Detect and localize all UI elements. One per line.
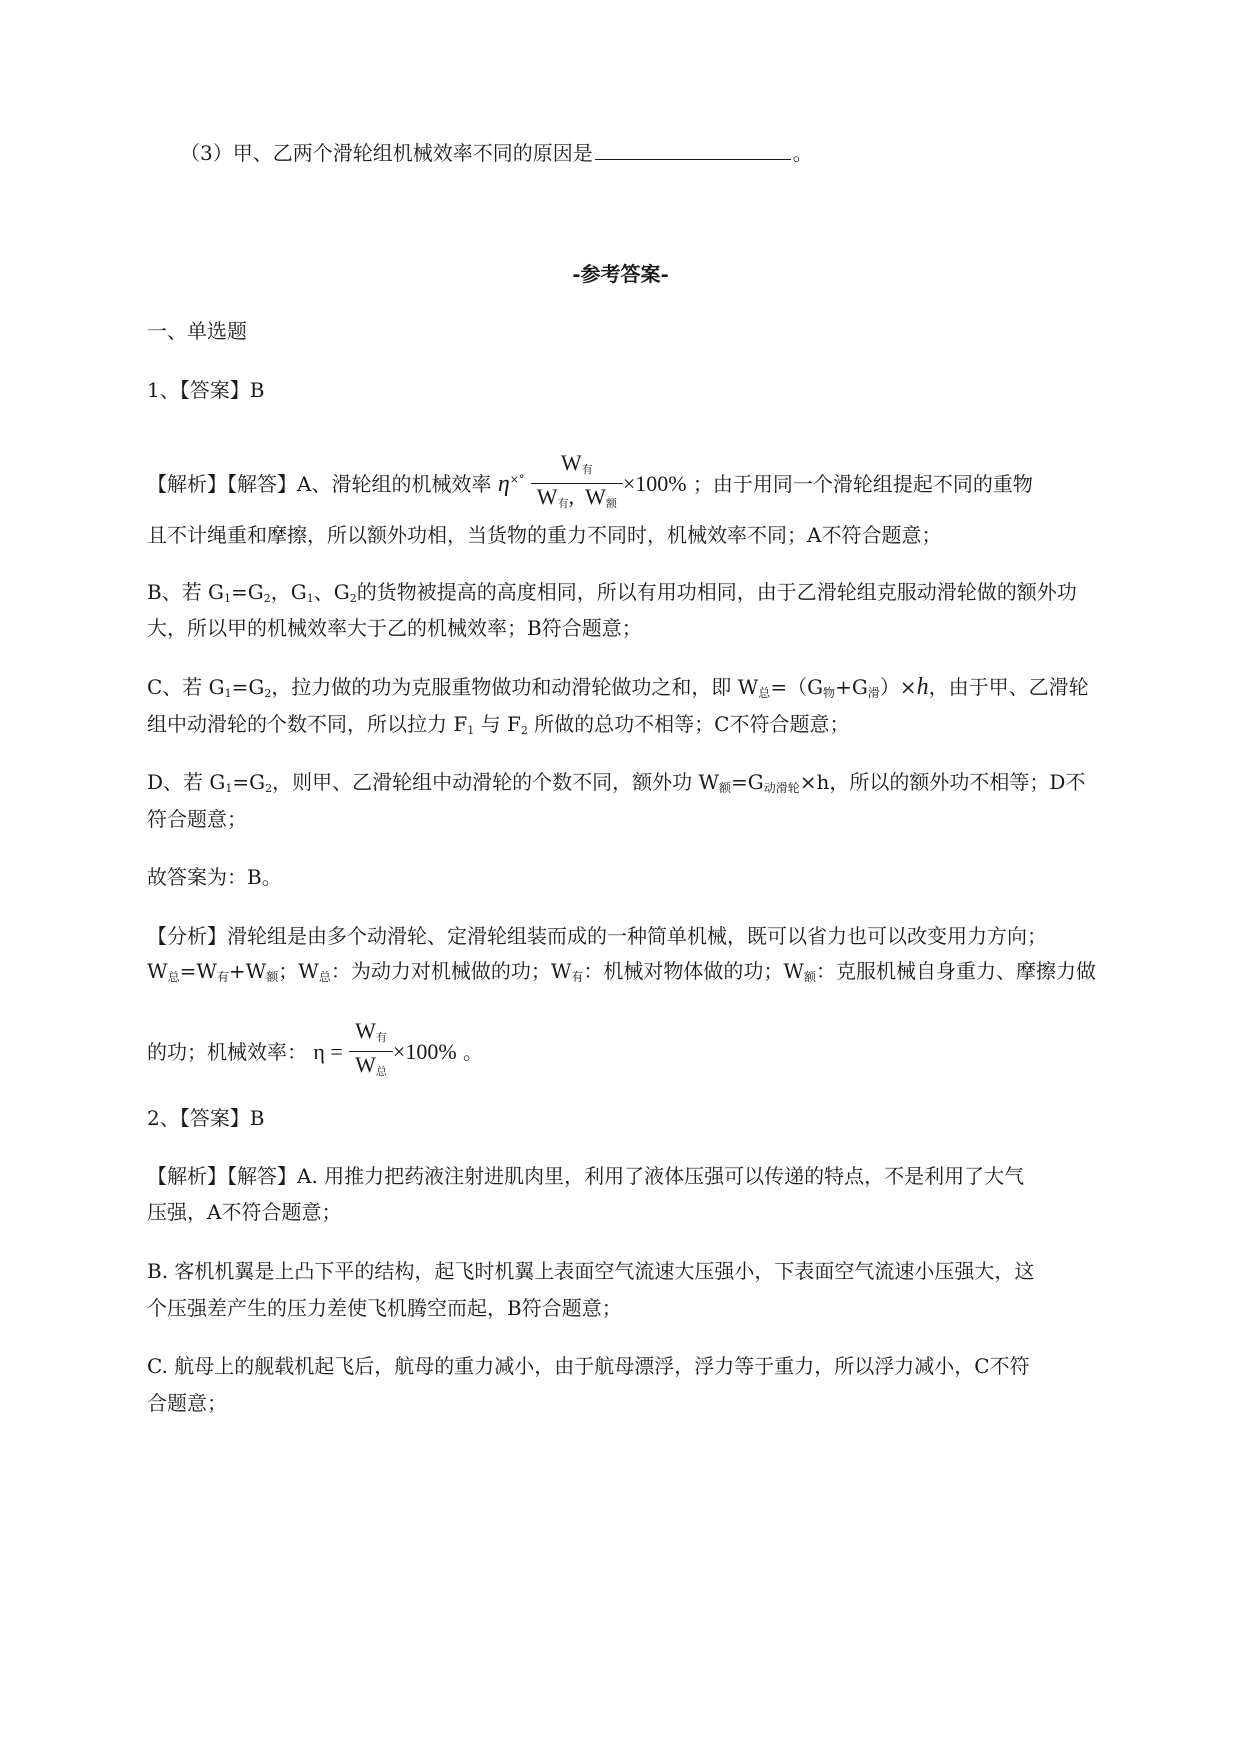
q1-option-b-line2: 大，所以甲的机械效率大于乙的机械效率；B符合题意；	[147, 616, 642, 640]
q1-option-d-line2: 符合题意；	[147, 807, 247, 831]
q1-analysis-line1: 【解析】【解答】A、滑轮组的机械效率 η×° $\frac{W_有}{W_有, W_额}$ ×100% ；由于用同一个滑轮组提起不同的重物	[147, 452, 1033, 519]
q2-analysis-c-line2: 合题意；	[147, 1391, 227, 1415]
q2-analysis-b-line1: B. 客机机翼是上凸下平的结构，起飞时机翼上表面空气流速大压强小，下表面空气流速小压强大，这	[147, 1259, 1035, 1283]
eta-symbol: η	[497, 471, 510, 497]
q1-conclusion: 故答案为：B。	[147, 865, 282, 889]
q1-answer: 1、【答案】B	[147, 378, 265, 402]
q1-option-c-line1: C、若 $G_1=G_2$，拉力做的功为克服重物做功和动滑轮做功之和，即 $W_总=(G_物+G_滑)\times h$，由于甲、乙滑轮	[147, 674, 1089, 700]
q1-option-b-line1: B、若 $G_1=G_2$，$G_1$、$G_2$的货物被提高的高度相同，所以有用功相同，由于乙滑轮组克服动滑轮做的额外功	[147, 580, 1077, 605]
q1-summary-line2: $W_总=W_有+W_额$；$W_总$：为动力对机械做的功；$W_有$：机械对物体做的功；$W_额$：克服机械自身重力、摩擦力做	[147, 959, 1096, 984]
q2-analysis-a-line1: 【解析】【解答】A. 用推力把药液注射进肌肉里，利用了液体压强可以传递的特点，不是利用了大气	[147, 1164, 1025, 1188]
q1-option-d-line1: D、若 $G_1=G_2$，则甲、乙滑轮组中动滑轮的个数不同，额外功 $W_额=G_{动滑轮}\times h$，所以的额外功不相等；D不	[147, 770, 1086, 795]
q2-analysis-b-line2: 个压强差产生的压力差使飞机腾空而起，B符合题意；	[147, 1296, 622, 1320]
question-3: （3）甲、乙两个滑轮组机械效率不同的原因是 。	[180, 141, 813, 165]
q2-analysis-a-line2: 压强，A不符合题意；	[147, 1200, 342, 1224]
q2-answer: 2、【答案】B	[147, 1106, 265, 1130]
efficiency-fraction: $\frac{W_有}{W_有, W_额}$	[531, 450, 623, 517]
efficiency-formula-fraction: $\frac{W_有}{W_总}$	[349, 1018, 393, 1085]
q1-summary-line1: 【分析】滑轮组是由多个动滑轮、定滑轮组装而成的一种简单机械，既可以省力也可以改变用力方向；	[147, 924, 1047, 948]
section-heading: 一、单选题	[147, 319, 247, 343]
q2-analysis-c-line1: C. 航母上的舰载机起飞后，航母的重力减小，由于航母漂浮，浮力等于重力，所以浮力减小，C不符	[147, 1354, 1030, 1378]
answer-blank[interactable]	[595, 139, 791, 160]
answer-key-title: -参考答案-	[572, 262, 669, 286]
q1-option-c-line2: 组中动滑轮的个数不同，所以拉力 $F_1$ 与 $F_2$ 所做的总功不相等；C不符合题意；	[147, 712, 850, 737]
q1-analysis-line2: 且不计绳重和摩擦，所以额外功相，当货物的重力不同时，机械效率不同；A不符合题意；	[147, 523, 942, 547]
q1-summary-line3: 的功；机械效率： η = $\frac{W_有}{W_总}$ ×100% 。	[147, 1020, 483, 1087]
